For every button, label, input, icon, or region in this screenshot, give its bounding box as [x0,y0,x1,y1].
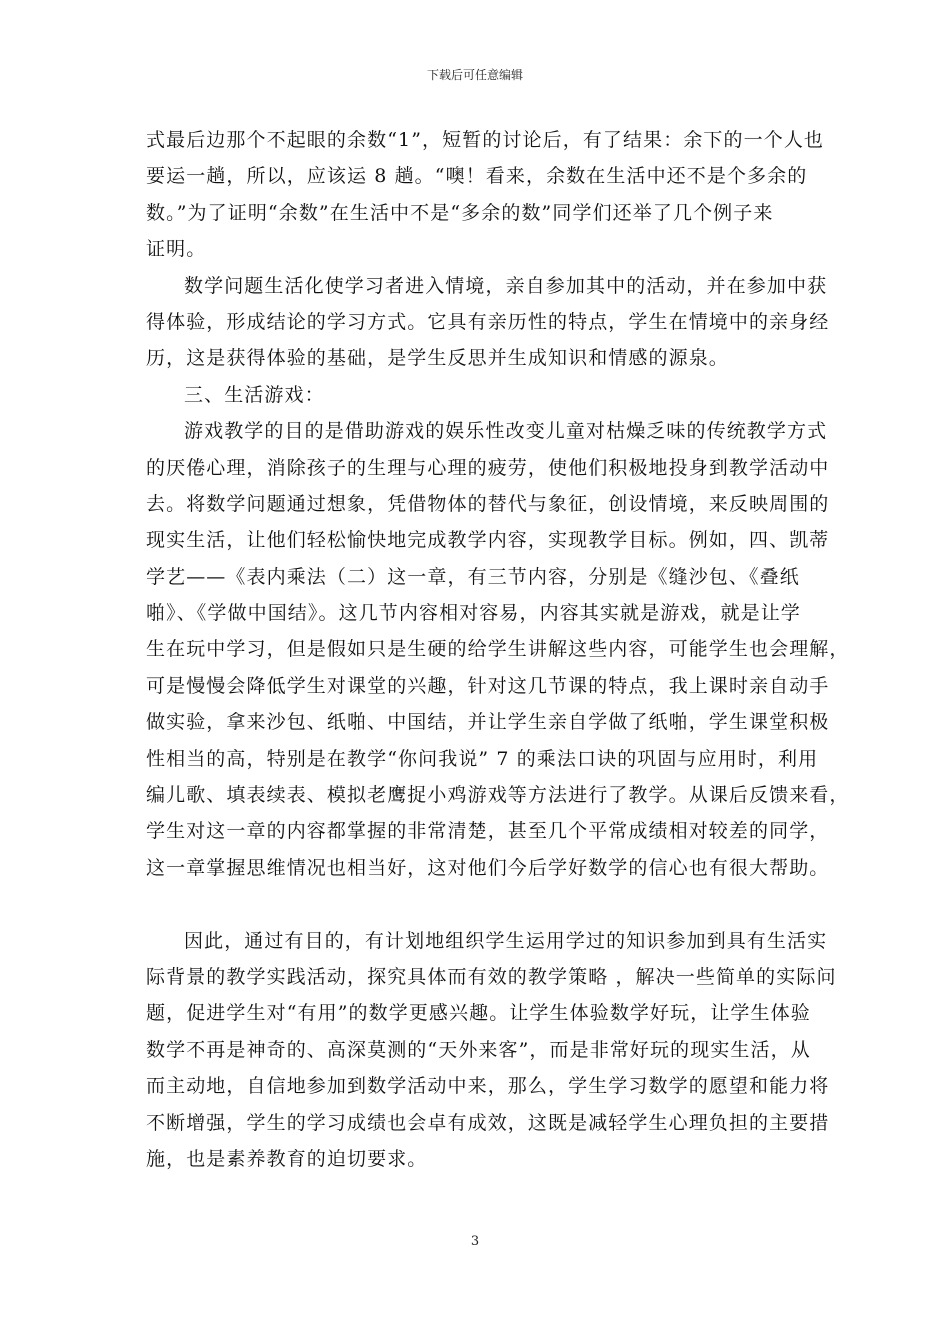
text-line: 数。”为了证明“余数”在生活中不是“多余的数”同学们还举了几个例子来 [146,201,774,224]
paragraph [146,268,830,377]
text-line: 数学问题生活化使学习者进入情境，亲自参加其中的活动，并在参加中获 [184,274,828,297]
text-line: 证明。 [146,238,207,261]
text-line: 式最后边那个不起眼的余数“1”，短暂的讨论后，有了结果：余下的一个人也 [146,129,825,151]
text-line: 题，促进学生对“有用”的数学更感兴趣。让学生体验数学好玩，让学生体验 [146,1002,811,1025]
text-line: 做实验，拿来沙包、纸啪、中国结，并让学生亲自学做了纸啪，学生课堂积极 [146,711,830,734]
text-line: 生在玩中学习，但是假如只是生硬的给学生讲解这些内容，可能学生也会理解， [146,638,850,661]
blank-line [146,886,806,922]
paragraph [146,122,825,268]
text-line: 因此，通过有目的，有计划地组织学生运用学过的知识参加到具有生活实 [184,929,828,952]
text-line: 编儿歌、填表续表、模拟老鹰捉小鸡游戏等方法进行了教学。从课后反馈来看， [146,784,850,807]
text-line: 这一章掌握思维情况也相当好，这对他们今后学好数学的信心也有很大帮助。 [146,856,830,879]
text-line: 现实生活，让他们轻松愉快地完成教学内容，实现教学目标。例如，四、凯蒂 [146,529,830,552]
text-line: 要运一趟，所以，应该运 8 趟。“噢！看来，余数在生活中还不是个多余的 [146,165,808,188]
page-number: 3 [470,1234,480,1249]
text-line: 去。将数学问题通过想象，凭借物体的替代与象征，创设情境，来反映周围的 [146,492,830,515]
document-body [146,122,850,1177]
text-line: 得体验，形成结论的学习方式。它具有亲历性的特点，学生在情境中的亲身经 [146,310,830,333]
section-heading [146,377,806,413]
text-line: 施，也是素养教育的迫切要求。 [146,1147,428,1170]
text-line: 性相当的高，特别是在教学“你问我说” 7 的乘法口诀的巩固与应用时，利用 [146,747,819,770]
text-line: 历，这是获得体验的基础，是学生反思并生成知识和情感的源泉。 [146,347,729,370]
paragraph [146,923,837,1178]
text-line: 数学不再是神奇的、高深莫测的“天外来客”，而是非常好玩的现实生活，从 [146,1038,811,1061]
text-line: 的厌倦心理，消除孩子的生理与心理的疲劳，使他们积极地投身到教学活动中 [146,456,830,479]
heading-line: 三、生活游戏： [184,383,325,406]
text-line: 际背景的教学实践活动，探究具体而有效的教学策略 ，解决一些简单的实际问 [146,965,837,988]
text-line: 啪》、《学做中国结》。这几节内容相对容易，内容其实就是游戏，就是让学 [146,602,801,625]
text-line: 学艺——《表内乘法（二）这一章，有三节内容，分别是《缝沙包、《叠纸 [146,565,800,588]
text-line: 不断增强，学生的学习成绩也会卓有成效，这既是减轻学生心理负担的主要措 [146,1111,830,1134]
text-line: 而主动地，自信地参加到数学活动中来，那么，学生学习数学的愿望和能力将 [146,1075,830,1098]
paragraph [146,413,850,886]
page-header: 下载后可任意编辑 [426,68,523,82]
text-line: 可是慢慢会降低学生对课堂的兴趣，针对这几节课的特点，我上课时亲自动手 [146,674,830,697]
text-line: 学生对这一章的内容都掌握的非常清楚，甚至几个平常成绩相对较差的同学， [146,820,830,843]
text-line: 游戏教学的目的是借助游戏的娱乐性改变儿童对枯燥乏味的传统教学方式 [184,420,828,443]
